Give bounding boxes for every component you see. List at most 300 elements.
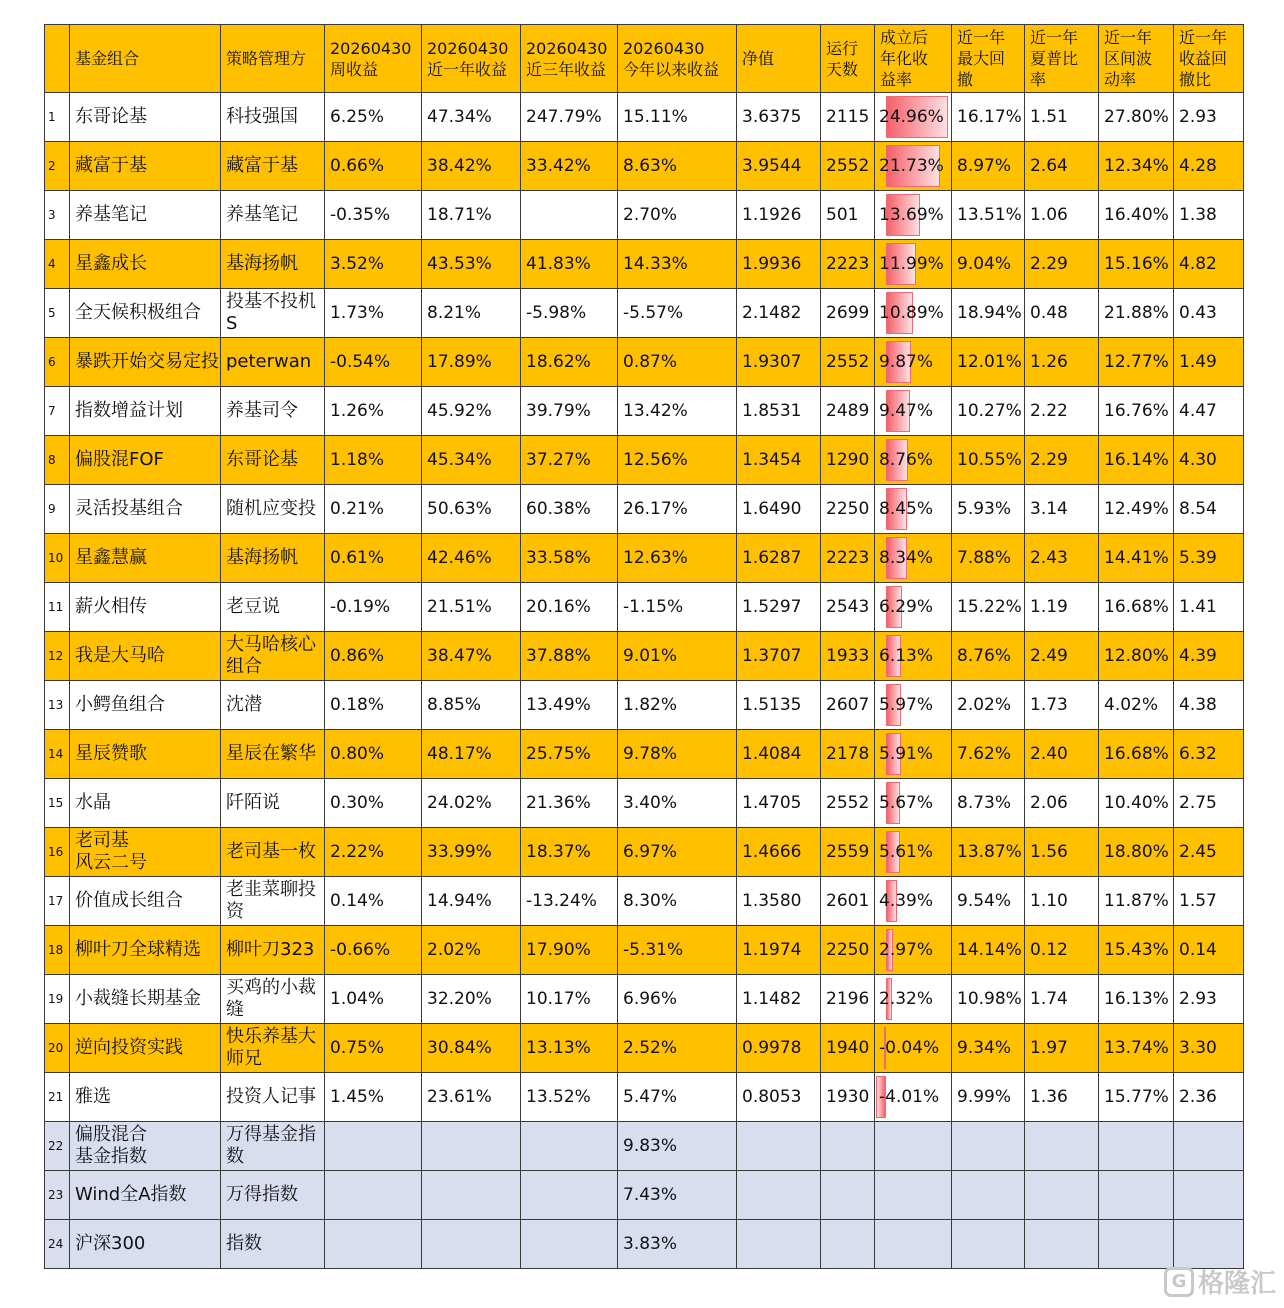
fund-name-cell: 星鑫成长 <box>70 240 221 289</box>
return-drawdown-ratio-cell: 0.14 <box>1174 926 1244 975</box>
net-value-cell: 1.3454 <box>737 436 821 485</box>
annualized-return-cell <box>875 828 952 877</box>
net-value-cell: 0.9978 <box>737 1024 821 1073</box>
table-row <box>45 534 1244 583</box>
return-drawdown-ratio-cell: 8.54 <box>1174 485 1244 534</box>
table-row <box>45 338 1244 387</box>
max-drawdown-cell: 5.93% <box>952 485 1025 534</box>
ytd-return-cell: 13.42% <box>618 387 737 436</box>
sharpe-ratio-cell: 2.29 <box>1025 436 1099 485</box>
annualized-return-cell <box>875 534 952 583</box>
fund-name-cell: 沪深300 <box>70 1220 221 1269</box>
strategy-manager-cell: 柳叶刀323 <box>221 926 325 975</box>
annualized-return-label: 5.61% <box>879 842 934 862</box>
fund-name-cell: 水晶 <box>70 779 221 828</box>
volatility-cell: 13.74% <box>1099 1024 1174 1073</box>
weekly-return-cell: 1.18% <box>325 436 422 485</box>
ytd-return-cell: -5.31% <box>618 926 737 975</box>
volatility-cell <box>1099 1171 1174 1220</box>
sharpe-ratio-cell: 1.06 <box>1025 191 1099 240</box>
ytd-return-cell: 3.40% <box>618 779 737 828</box>
return-drawdown-ratio-cell <box>1174 1220 1244 1269</box>
row-index-cell: 9 <box>45 485 70 534</box>
fund-name-cell: 我是大马哈 <box>70 632 221 681</box>
three-year-return-cell <box>521 191 618 240</box>
weekly-return-cell: 1.26% <box>325 387 422 436</box>
running-days-cell: 1930 <box>821 1073 875 1122</box>
weekly-return-cell: -0.54% <box>325 338 422 387</box>
row-index-cell: 16 <box>45 828 70 877</box>
strategy-manager-cell: 万得指数 <box>221 1171 325 1220</box>
fund-name-cell: 小鳄鱼组合 <box>70 681 221 730</box>
sharpe-ratio-cell: 1.10 <box>1025 877 1099 926</box>
sharpe-ratio-cell: 0.48 <box>1025 289 1099 338</box>
annualized-return-cell <box>875 681 952 730</box>
weekly-return-cell: 0.80% <box>325 730 422 779</box>
return-drawdown-ratio-cell: 0.43 <box>1174 289 1244 338</box>
ytd-return-cell: 2.70% <box>618 191 737 240</box>
row-index-cell: 19 <box>45 975 70 1024</box>
max-drawdown-cell: 9.04% <box>952 240 1025 289</box>
ytd-return-cell: 8.30% <box>618 877 737 926</box>
table-row <box>45 583 1244 632</box>
table-row <box>45 436 1244 485</box>
table-row <box>45 779 1244 828</box>
max-drawdown-cell: 12.01% <box>952 338 1025 387</box>
running-days-cell: 2223 <box>821 240 875 289</box>
weekly-return-cell: 1.73% <box>325 289 422 338</box>
row-index-cell: 4 <box>45 240 70 289</box>
three-year-return-cell <box>521 1220 618 1269</box>
fund-name-cell: 暴跌开始交易定投 <box>70 338 221 387</box>
fund-name-cell: 柳叶刀全球精选 <box>70 926 221 975</box>
running-days-cell: 2250 <box>821 485 875 534</box>
weekly-return-cell: 0.18% <box>325 681 422 730</box>
volatility-cell: 12.77% <box>1099 338 1174 387</box>
weekly-return-cell: 1.45% <box>325 1073 422 1122</box>
strategy-manager-cell: 买鸡的小裁缝 <box>221 975 325 1024</box>
annualized-return-cell <box>875 289 952 338</box>
volatility-cell: 12.34% <box>1099 142 1174 191</box>
strategy-manager-cell: 阡陌说 <box>221 779 325 828</box>
weekly-return-cell: -0.35% <box>325 191 422 240</box>
table-row <box>45 1024 1244 1073</box>
net-value-cell: 1.3580 <box>737 877 821 926</box>
fund-name-cell: 逆向投资实践 <box>70 1024 221 1073</box>
net-value-cell: 1.6490 <box>737 485 821 534</box>
three-year-return-cell: -13.24% <box>521 877 618 926</box>
row-index-cell: 8 <box>45 436 70 485</box>
max-drawdown-cell: 14.14% <box>952 926 1025 975</box>
weekly-return-header: 20260430 周收益 <box>325 25 422 93</box>
three-year-return-cell: 18.37% <box>521 828 618 877</box>
volatility-cell: 15.16% <box>1099 240 1174 289</box>
three-year-return-cell: 60.38% <box>521 485 618 534</box>
annualized-return-cell <box>875 1073 952 1122</box>
sharpe-ratio-cell: 1.97 <box>1025 1024 1099 1073</box>
sharpe-ratio-cell: 1.51 <box>1025 93 1099 142</box>
running-days-cell: 2543 <box>821 583 875 632</box>
ytd-return-cell: 26.17% <box>618 485 737 534</box>
one-year-return-cell: 45.92% <box>422 387 521 436</box>
annualized-return-cell <box>875 1220 952 1269</box>
weekly-return-cell: 6.25% <box>325 93 422 142</box>
three-year-return-cell: 247.79% <box>521 93 618 142</box>
three-year-return-cell <box>521 1122 618 1171</box>
return-drawdown-ratio-cell: 6.32 <box>1174 730 1244 779</box>
one-year-return-cell: 38.42% <box>422 142 521 191</box>
net-value-cell: 1.3707 <box>737 632 821 681</box>
weekly-return-cell: 0.86% <box>325 632 422 681</box>
three-year-return-header: 20260430 近三年收益 <box>521 25 618 93</box>
max-drawdown-header: 近一年 最大回 撤 <box>952 25 1025 93</box>
strategy-manager-cell: 老韭菜聊投资 <box>221 877 325 926</box>
one-year-return-cell <box>422 1171 521 1220</box>
running-days-cell: 2223 <box>821 534 875 583</box>
row-index-cell: 13 <box>45 681 70 730</box>
strategy-manager-cell: peterwan <box>221 338 325 387</box>
max-drawdown-cell: 9.54% <box>952 877 1025 926</box>
weekly-return-cell: 1.04% <box>325 975 422 1024</box>
weekly-return-cell: 0.75% <box>325 1024 422 1073</box>
max-drawdown-cell <box>952 1171 1025 1220</box>
ytd-return-cell: 12.63% <box>618 534 737 583</box>
fund-name-cell: 星辰赞歌 <box>70 730 221 779</box>
fund-name-cell: 薪火相传 <box>70 583 221 632</box>
net-value-cell: 3.6375 <box>737 93 821 142</box>
ytd-return-cell: 6.97% <box>618 828 737 877</box>
running-days-cell: 2196 <box>821 975 875 1024</box>
row-index-cell: 7 <box>45 387 70 436</box>
net-value-cell <box>737 1122 821 1171</box>
max-drawdown-cell: 18.94% <box>952 289 1025 338</box>
annualized-return-label: 5.91% <box>879 744 934 764</box>
one-year-return-cell: 23.61% <box>422 1073 521 1122</box>
row-index-cell: 17 <box>45 877 70 926</box>
running-days-cell: 2489 <box>821 387 875 436</box>
strategy-manager-cell: 投资人记事 <box>221 1073 325 1122</box>
sharpe-ratio-cell: 1.26 <box>1025 338 1099 387</box>
ytd-return-cell: 9.01% <box>618 632 737 681</box>
one-year-return-cell: 21.51% <box>422 583 521 632</box>
return-drawdown-ratio-cell: 4.82 <box>1174 240 1244 289</box>
max-drawdown-cell: 10.98% <box>952 975 1025 1024</box>
running-days-cell: 1290 <box>821 436 875 485</box>
running-days-cell <box>821 1171 875 1220</box>
weekly-return-cell: -0.66% <box>325 926 422 975</box>
running-days-cell: 2552 <box>821 338 875 387</box>
one-year-return-cell <box>422 1122 521 1171</box>
return-drawdown-ratio-cell: 4.47 <box>1174 387 1244 436</box>
annualized-return-label: 6.13% <box>879 646 934 666</box>
three-year-return-cell: 17.90% <box>521 926 618 975</box>
volatility-cell: 4.02% <box>1099 681 1174 730</box>
weekly-return-cell: 0.66% <box>325 142 422 191</box>
three-year-return-cell: 41.83% <box>521 240 618 289</box>
return-drawdown-ratio-cell <box>1174 1122 1244 1171</box>
return-drawdown-ratio-cell: 2.75 <box>1174 779 1244 828</box>
ytd-return-cell: 8.63% <box>618 142 737 191</box>
table-header-row <box>45 25 1244 93</box>
volatility-cell: 16.14% <box>1099 436 1174 485</box>
three-year-return-cell: -5.98% <box>521 289 618 338</box>
fund-name-cell: 偏股混FOF <box>70 436 221 485</box>
sharpe-ratio-cell <box>1025 1122 1099 1171</box>
annualized-return-label: 6.29% <box>879 597 934 617</box>
sharpe-ratio-cell: 2.64 <box>1025 142 1099 191</box>
one-year-return-cell: 50.63% <box>422 485 521 534</box>
max-drawdown-cell: 15.22% <box>952 583 1025 632</box>
return-drawdown-ratio-cell: 1.57 <box>1174 877 1244 926</box>
volatility-cell: 16.68% <box>1099 730 1174 779</box>
max-drawdown-cell: 13.87% <box>952 828 1025 877</box>
ytd-return-cell: 5.47% <box>618 1073 737 1122</box>
index-header <box>45 25 70 93</box>
gelonghui-logo-icon: G <box>1164 1267 1194 1297</box>
annualized-return-label: 8.76% <box>879 450 934 470</box>
net-value-cell: 1.9307 <box>737 338 821 387</box>
one-year-return-cell: 17.89% <box>422 338 521 387</box>
table-row <box>45 93 1244 142</box>
net-value-cell: 1.6287 <box>737 534 821 583</box>
sharpe-ratio-cell: 1.19 <box>1025 583 1099 632</box>
one-year-return-cell: 8.21% <box>422 289 521 338</box>
one-year-return-cell: 32.20% <box>422 975 521 1024</box>
running-days-cell: 2601 <box>821 877 875 926</box>
three-year-return-cell: 37.88% <box>521 632 618 681</box>
net-value-cell: 1.1482 <box>737 975 821 1024</box>
running-days-cell <box>821 1220 875 1269</box>
ytd-return-cell: 12.56% <box>618 436 737 485</box>
annualized-return-label: 10.89% <box>879 303 944 323</box>
max-drawdown-cell: 9.34% <box>952 1024 1025 1073</box>
volatility-cell: 11.87% <box>1099 877 1174 926</box>
volatility-cell: 12.80% <box>1099 632 1174 681</box>
net-value-cell: 1.8531 <box>737 387 821 436</box>
weekly-return-cell <box>325 1122 422 1171</box>
sharpe-ratio-cell: 1.56 <box>1025 828 1099 877</box>
row-index-cell: 24 <box>45 1220 70 1269</box>
table-row <box>45 289 1244 338</box>
ytd-return-cell: 0.87% <box>618 338 737 387</box>
net-value-cell: 1.9936 <box>737 240 821 289</box>
volatility-cell: 16.13% <box>1099 975 1174 1024</box>
table-row <box>45 1171 1244 1220</box>
sharpe-ratio-cell: 1.73 <box>1025 681 1099 730</box>
ytd-return-cell: 1.82% <box>618 681 737 730</box>
volatility-cell: 12.49% <box>1099 485 1174 534</box>
annualized-return-label: 21.73% <box>879 156 944 176</box>
one-year-return-cell: 48.17% <box>422 730 521 779</box>
annualized-return-cell <box>875 975 952 1024</box>
annualized-return-cell <box>875 1122 952 1171</box>
ytd-return-cell: 2.52% <box>618 1024 737 1073</box>
strategy-manager-cell: 投基不投机S <box>221 289 325 338</box>
return-drawdown-ratio-cell: 2.45 <box>1174 828 1244 877</box>
strategy-manager-cell: 星辰在繁华 <box>221 730 325 779</box>
strategy-manager-cell: 快乐养基大师兄 <box>221 1024 325 1073</box>
three-year-return-cell: 37.27% <box>521 436 618 485</box>
running-days-cell <box>821 1122 875 1171</box>
table-row <box>45 1122 1244 1171</box>
sharpe-ratio-cell: 2.22 <box>1025 387 1099 436</box>
sharpe-ratio-cell <box>1025 1171 1099 1220</box>
annualized-return-cell <box>875 142 952 191</box>
annualized-return-cell <box>875 436 952 485</box>
annualized-return-cell <box>875 387 952 436</box>
ytd-return-cell: 15.11% <box>618 93 737 142</box>
weekly-return-cell: 3.52% <box>325 240 422 289</box>
return-drawdown-ratio-cell: 4.39 <box>1174 632 1244 681</box>
table-row <box>45 240 1244 289</box>
fund-name-cell: 指数增益计划 <box>70 387 221 436</box>
annualized-return-label: 9.87% <box>879 352 934 372</box>
sharpe-ratio-cell: 2.06 <box>1025 779 1099 828</box>
return-drawdown-ratio-cell: 2.93 <box>1174 93 1244 142</box>
three-year-return-cell: 39.79% <box>521 387 618 436</box>
weekly-return-cell: 0.61% <box>325 534 422 583</box>
fund-name-cell: 小裁缝长期基金 <box>70 975 221 1024</box>
strategy-manager-cell: 万得基金指数 <box>221 1122 325 1171</box>
one-year-return-cell <box>422 1220 521 1269</box>
one-year-return-cell: 47.34% <box>422 93 521 142</box>
max-drawdown-cell: 7.88% <box>952 534 1025 583</box>
one-year-return-cell: 38.47% <box>422 632 521 681</box>
row-index-cell: 23 <box>45 1171 70 1220</box>
row-index-cell: 3 <box>45 191 70 240</box>
one-year-return-cell: 33.99% <box>422 828 521 877</box>
net-value-cell: 3.9544 <box>737 142 821 191</box>
sharpe-ratio-cell: 1.74 <box>1025 975 1099 1024</box>
volatility-cell: 18.80% <box>1099 828 1174 877</box>
volatility-cell: 15.77% <box>1099 1073 1174 1122</box>
one-year-return-cell: 24.02% <box>422 779 521 828</box>
volatility-cell: 10.40% <box>1099 779 1174 828</box>
fund-name-cell: 老司基 风云二号 <box>70 828 221 877</box>
weekly-return-cell: -0.19% <box>325 583 422 632</box>
three-year-return-cell: 33.58% <box>521 534 618 583</box>
max-drawdown-cell: 10.55% <box>952 436 1025 485</box>
table-row <box>45 387 1244 436</box>
return-drawdown-ratio-cell: 1.49 <box>1174 338 1244 387</box>
row-index-cell: 10 <box>45 534 70 583</box>
max-drawdown-cell: 8.76% <box>952 632 1025 681</box>
strategy-manager-cell: 随机应变投 <box>221 485 325 534</box>
annualized-return-label: 8.45% <box>879 499 934 519</box>
max-drawdown-cell: 2.02% <box>952 681 1025 730</box>
volatility-cell: 15.43% <box>1099 926 1174 975</box>
watermark-text: 格隆汇 <box>1197 1269 1276 1299</box>
volatility-cell <box>1099 1122 1174 1171</box>
fund-name-cell: 灵活投基组合 <box>70 485 221 534</box>
one-year-return-cell: 45.34% <box>422 436 521 485</box>
annualized-return-label: -4.01% <box>879 1087 940 1107</box>
net-value-cell: 0.8053 <box>737 1073 821 1122</box>
row-index-cell: 11 <box>45 583 70 632</box>
net-value-cell: 1.5135 <box>737 681 821 730</box>
weekly-return-cell: 0.14% <box>325 877 422 926</box>
annualized-return-cell <box>875 240 952 289</box>
row-index-cell: 15 <box>45 779 70 828</box>
max-drawdown-cell: 7.62% <box>952 730 1025 779</box>
annualized-return-cell <box>875 583 952 632</box>
three-year-return-cell: 18.62% <box>521 338 618 387</box>
annualized-return-cell <box>875 926 952 975</box>
annualized-return-label: 2.32% <box>879 989 934 1009</box>
table-row <box>45 681 1244 730</box>
annualized-return-label: 24.96% <box>879 107 944 127</box>
three-year-return-cell <box>521 1171 618 1220</box>
table-row <box>45 142 1244 191</box>
fund-name-cell: 偏股混合 基金指数 <box>70 1122 221 1171</box>
fund-name-cell: 星鑫慧赢 <box>70 534 221 583</box>
weekly-return-cell <box>325 1220 422 1269</box>
return-drawdown-ratio-cell: 1.38 <box>1174 191 1244 240</box>
sharpe-ratio-cell: 2.29 <box>1025 240 1099 289</box>
fund-name-cell: 全天候积极组合 <box>70 289 221 338</box>
sharpe-ratio-cell: 2.43 <box>1025 534 1099 583</box>
watermark <box>1164 1263 1276 1300</box>
volatility-header: 近一年 区间波 动率 <box>1099 25 1174 93</box>
weekly-return-cell: 0.30% <box>325 779 422 828</box>
annualized-return-header: 成立后 年化收 益率 <box>875 25 952 93</box>
fund-name-header: 基金组合 <box>70 25 221 93</box>
row-index-cell: 1 <box>45 93 70 142</box>
net-value-cell: 2.1482 <box>737 289 821 338</box>
volatility-cell: 16.76% <box>1099 387 1174 436</box>
strategy-manager-cell: 养基笔记 <box>221 191 325 240</box>
strategy-manager-cell: 养基司令 <box>221 387 325 436</box>
annualized-return-label: 9.47% <box>879 401 934 421</box>
running-days-cell: 2552 <box>821 142 875 191</box>
net-value-cell <box>737 1220 821 1269</box>
fund-name-cell: Wind全A指数 <box>70 1171 221 1220</box>
annualized-return-cell <box>875 1024 952 1073</box>
row-index-cell: 22 <box>45 1122 70 1171</box>
return-drawdown-ratio-cell: 2.36 <box>1174 1073 1244 1122</box>
net-value-cell: 1.4666 <box>737 828 821 877</box>
volatility-cell: 16.68% <box>1099 583 1174 632</box>
volatility-cell: 27.80% <box>1099 93 1174 142</box>
ytd-return-cell: 9.83% <box>618 1122 737 1171</box>
three-year-return-cell: 33.42% <box>521 142 618 191</box>
max-drawdown-cell <box>952 1220 1025 1269</box>
annualized-return-cell <box>875 93 952 142</box>
one-year-return-cell: 30.84% <box>422 1024 521 1073</box>
table-row <box>45 877 1244 926</box>
ytd-return-cell: 6.96% <box>618 975 737 1024</box>
manager-header: 策略管理方 <box>221 25 325 93</box>
row-index-cell: 5 <box>45 289 70 338</box>
running-days-header: 运行 天数 <box>821 25 875 93</box>
sharpe-ratio-cell: 1.36 <box>1025 1073 1099 1122</box>
return-drawdown-ratio-cell <box>1174 1171 1244 1220</box>
row-index-cell: 18 <box>45 926 70 975</box>
net-value-cell <box>737 1171 821 1220</box>
running-days-cell: 1933 <box>821 632 875 681</box>
max-drawdown-cell <box>952 1122 1025 1171</box>
weekly-return-cell: 0.21% <box>325 485 422 534</box>
ytd-return-cell: 14.33% <box>618 240 737 289</box>
strategy-manager-cell: 沈潜 <box>221 681 325 730</box>
fund-name-cell: 养基笔记 <box>70 191 221 240</box>
annualized-return-cell <box>875 877 952 926</box>
row-index-cell: 20 <box>45 1024 70 1073</box>
table-row <box>45 730 1244 779</box>
three-year-return-cell: 10.17% <box>521 975 618 1024</box>
annualized-return-label: 13.69% <box>879 205 944 225</box>
volatility-cell: 21.88% <box>1099 289 1174 338</box>
